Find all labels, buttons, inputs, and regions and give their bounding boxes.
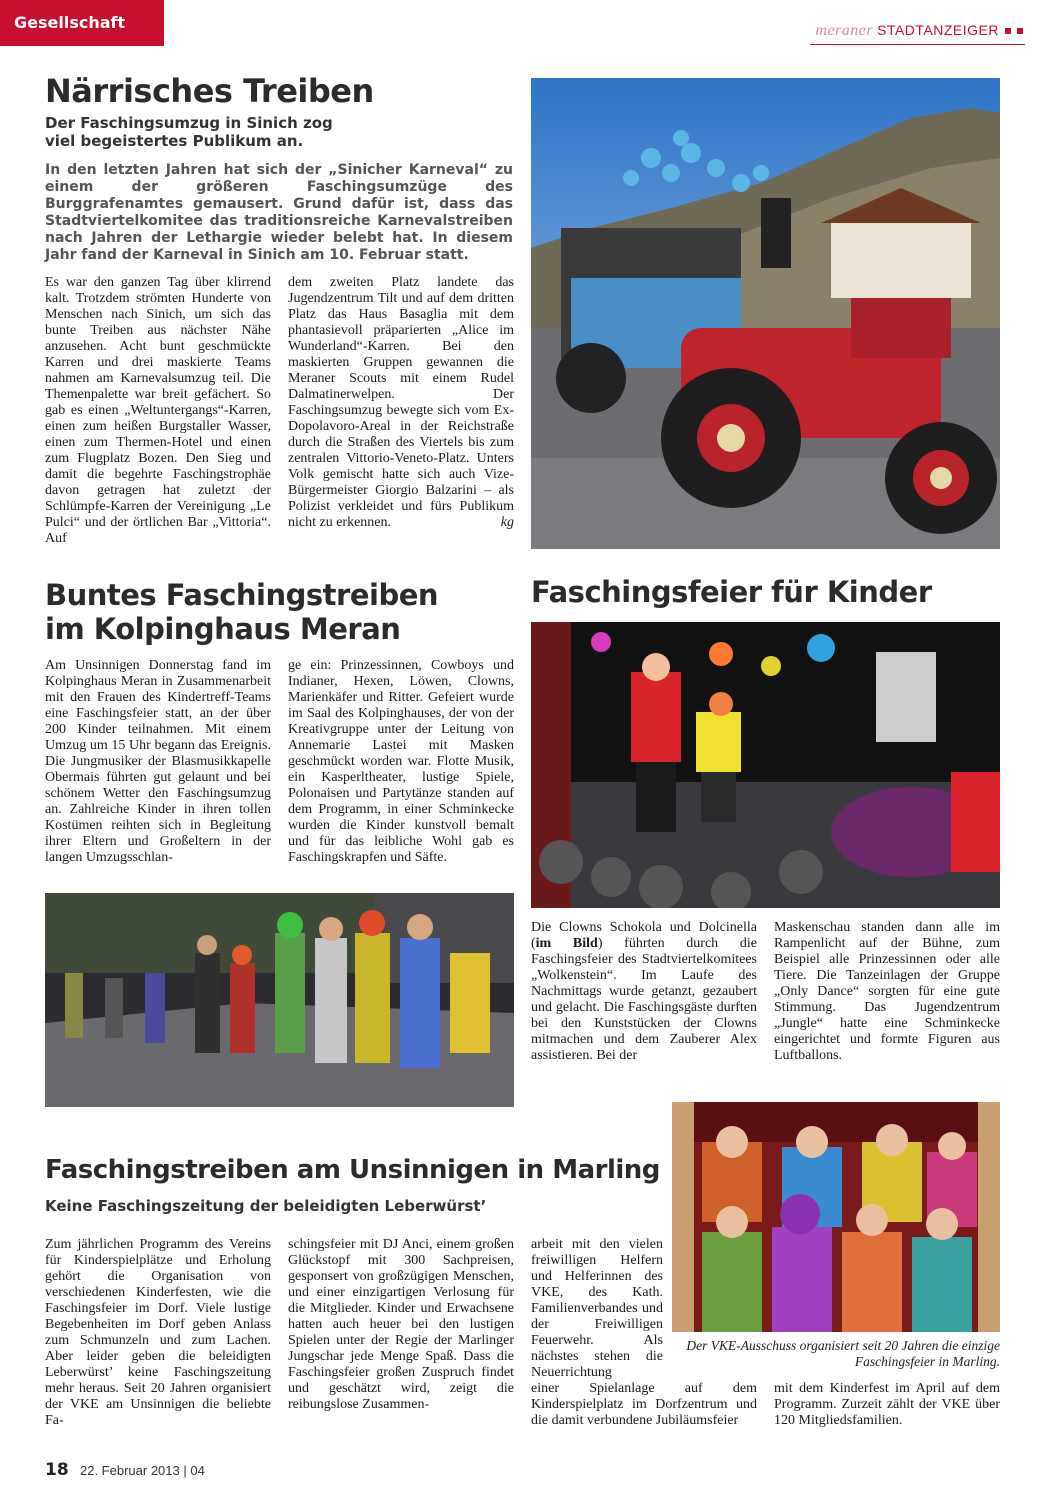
committee-illustration (672, 1102, 1000, 1332)
article4-col3-bottom: einer Spielanlage auf dem Kinderspielplatz im Dorfzentrum und die damit verbundene Jubiläumsfeier (531, 1381, 757, 1428)
article1-col2 (288, 275, 514, 531)
article4-col1: Zum jährlichen Programm des Vereins für Kinderspielplätze und Erholung gehört die Organisation von verschiedenen Kinderfesten, wie die Faschingsfeier im Dorf. Viele lustige Begebenheiten im Dorf geben Anlass zum Schmunzeln und zum Lachen. Aber leider geben die beleidigten Leberwürst’ keine Faschingszeitung mehr heraus. Seit 20 Jahren organisiert der VKE am Unsinnigen die beliebte Fa- (45, 1237, 271, 1428)
header-rule (810, 44, 1025, 45)
tractor-illustration (531, 78, 1000, 549)
article2-title-line1: Buntes Faschingstreiben (45, 578, 439, 612)
article1-col2-text: dem zweiten Platz landete das Jugendzentrum Tilt und auf dem dritten Platz das Haus Basaglia mit dem phantasievoll präparierten „Alice im Wunderland“-Karren. Bei den maskierten Gruppen gewannen die Meraner Scouts mit einem Rudel Dalmatinerwelpen. Der Faschingsumzug bewegte sich vom Ex-Dopolavoro-Areal in der Reichstraße durch die Straßen des Viertels bis zum zentralen Vittorio-Veneto-Platz. Unters Volk gemischt hatte sich auch Vize-Bürgermeister Giorgio Balzarini – als Polizist verkleidet und fürs Publikum nicht zu erkennen. (288, 275, 514, 530)
masthead-name: STADTANZEIGER (877, 22, 999, 38)
article4-subtitle: Keine Faschingszeitung der beleidigten Leberwürst’ (45, 1197, 487, 1215)
photo-clowns-stage (531, 622, 1000, 908)
article2-title-line2: im Kolpinghaus Meran (45, 612, 401, 646)
article4-title: Faschingstreiben am Unsinnigen in Marling (45, 1155, 660, 1185)
article1-title: Närrisches Treiben (45, 72, 374, 110)
article4-col2: schingsfeier mit DJ Anci, einem großen Glückstopf mit 300 Sachpreisen, gesponsert von großzügigen Menschen, und einer einzigartigen Verlosung für die Mitglieder. Kinder und Erwachsene hatten auch heuer bei den lustigen Spielen unter der Regie der Marlinger Jungschar jede Menge Spaß. Dass die Faschingsfeier großen Zuspruch findet und geschätzt wird, zeigt die reibungslose Zusammen- (288, 1237, 514, 1412)
article1-author: kg (500, 515, 514, 530)
clowns-illustration (531, 622, 1000, 908)
photo-kolping-parade (45, 893, 514, 1107)
photo-vke-committee (672, 1102, 1000, 1332)
parade-illustration (45, 893, 514, 1107)
article3-col1-bold: im Bild (535, 936, 598, 951)
article4-photo-caption: Der VKE-Ausschuss organisiert seit 20 Jahren die einzige Faschingsfeier in Marling. (686, 1338, 1000, 1369)
article3-col1-text: Die Clowns Schokola und Dolcinella ( (531, 920, 757, 951)
photo-tractor-float (531, 78, 1000, 549)
article3-title: Faschingsfeier für Kinder (531, 575, 932, 609)
masthead-square-icon (1005, 28, 1011, 34)
article3-col1-text-end: ) führten durch die Faschingsfeier des Stadtviertelkomitees „Wolkenstein“. Im Laufe des Nachmittags wurde getanzt, gezaubert und gelacht. Die Faschingsgäste durften bei den Kunststücken der Clowns mitmachen und dem Zauberer Alex assistieren. Bei der (531, 936, 757, 1063)
page-number: 18 (45, 1460, 69, 1480)
article2-col1: Am Unsinnigen Donnerstag fand im Kolpinghaus Meran in Zusammenarbeit mit den Frauen des Kindertreff-Teams eine Faschingsfeier statt, an der über 200 Kinder teilnahmen. Mit einem Umzug um 15 Uhr begann das Ereignis. Die Jungmusiker der Blasmusikkapelle Obermais führten gut gelaunt und bei schönem Wetter den Faschingsumzug an. Zahlreiche Kinder in ihren tollen Kostümen reihten sich in Begleitung ihrer Eltern und Großeltern in der langen Umzugsschlan- (45, 658, 271, 865)
masthead (815, 22, 1023, 40)
article2-col2: ge ein: Prinzessinnen, Cowboys und Indianer, Hexen, Löwen, Clowns, Marienkäfer und Ritter. Gefeiert wurde im Saal des Kolpinghauses, der von der Kreativgruppe unter der Leitung von Annemarie Lastei mit Masken geschmückt worden war. Flotte Musik, ein Kasperltheater, lustige Spiele, Polonaisen und Partytänze standen auf dem Programm, in einer Schminkecke wurden die Kinder kunstvoll bemalt und für das leibliche Wohl gab es Faschingskrapfen und Säfte. (288, 658, 514, 865)
masthead-brand: meraner (815, 22, 874, 39)
article4-col3-top: arbeit mit den vielen freiwilligen Helfern und Helferinnen des VKE, des Kath. Familienverbandes und der Freiwilligen Feuerwehr. Als nächstes stehen die Neuerrichtung (531, 1237, 663, 1380)
article1-col1: Es war den ganzen Tag über klirrend kalt. Trotzdem strömten Hunderte von Menschen nach Sinich, um sich das bunte Treiben aus nächster Nähe anzusehen. Acht bunt geschmückte Karren und drei maskierte Teams nahmen am Karnevalsumzug teil. Die Themenpalette war breit gefächert. So gab es einen „Weltuntergangs“-Karren, einen zum heißen Burgstaller Wasser, einen zum Thermen-Hotel und einen zum Flugplatz Bozen. Den Sieg und damit die begehrte Faschingstrophäe davon getragen hat zuletzt der Schlümpfe-Karren der Vereinigung „Le Pulci“ und der örtlichen Bar „Vittoria“. Auf (45, 275, 271, 546)
article1-lead: In den letzten Jahren hat sich der „Sinicher Karneval“ zu einem der größeren Faschingsumzüge des Burggrafenamtes gemausert. Grund dafür ist, dass das Stadtviertelkomitee das traditionsreiche Karnevalstreiben nach Jahren der Lethargie wieder belebt hat. In diesem Jahr fand der Karneval in Sinich am 10. Februar statt. (45, 162, 513, 263)
article3-col2: Maskenschau standen dann alle im Rampenlicht auf der Bühne, zum Beispiel alle Prinzessinnen oder alle Tiere. Die Tanzeinlagen der Gruppe „Only Dance“ sorgten für eine gute Stimmung. Das Jugendzentrum „Jungle“ hatte eine Schminkecke eingerichtet und formte Figuren aus Luftballons. (774, 920, 1000, 1063)
article3-col1 (531, 920, 757, 1064)
masthead-square-icon (1017, 28, 1023, 34)
article2-title (45, 578, 438, 646)
section-label: Gesellschaft (0, 0, 164, 46)
issue-date: 22. Februar 2013 | 04 (80, 1463, 205, 1478)
article4-col4-bottom: mit dem Kinderfest im April auf dem Programm. Zurzeit zählt der VKE über 120 Mitgliedsfamilien. (774, 1381, 1000, 1428)
article1-subtitle: Der Faschingsumzug in Sinich zog viel begeistertes Publikum an. (45, 114, 333, 150)
